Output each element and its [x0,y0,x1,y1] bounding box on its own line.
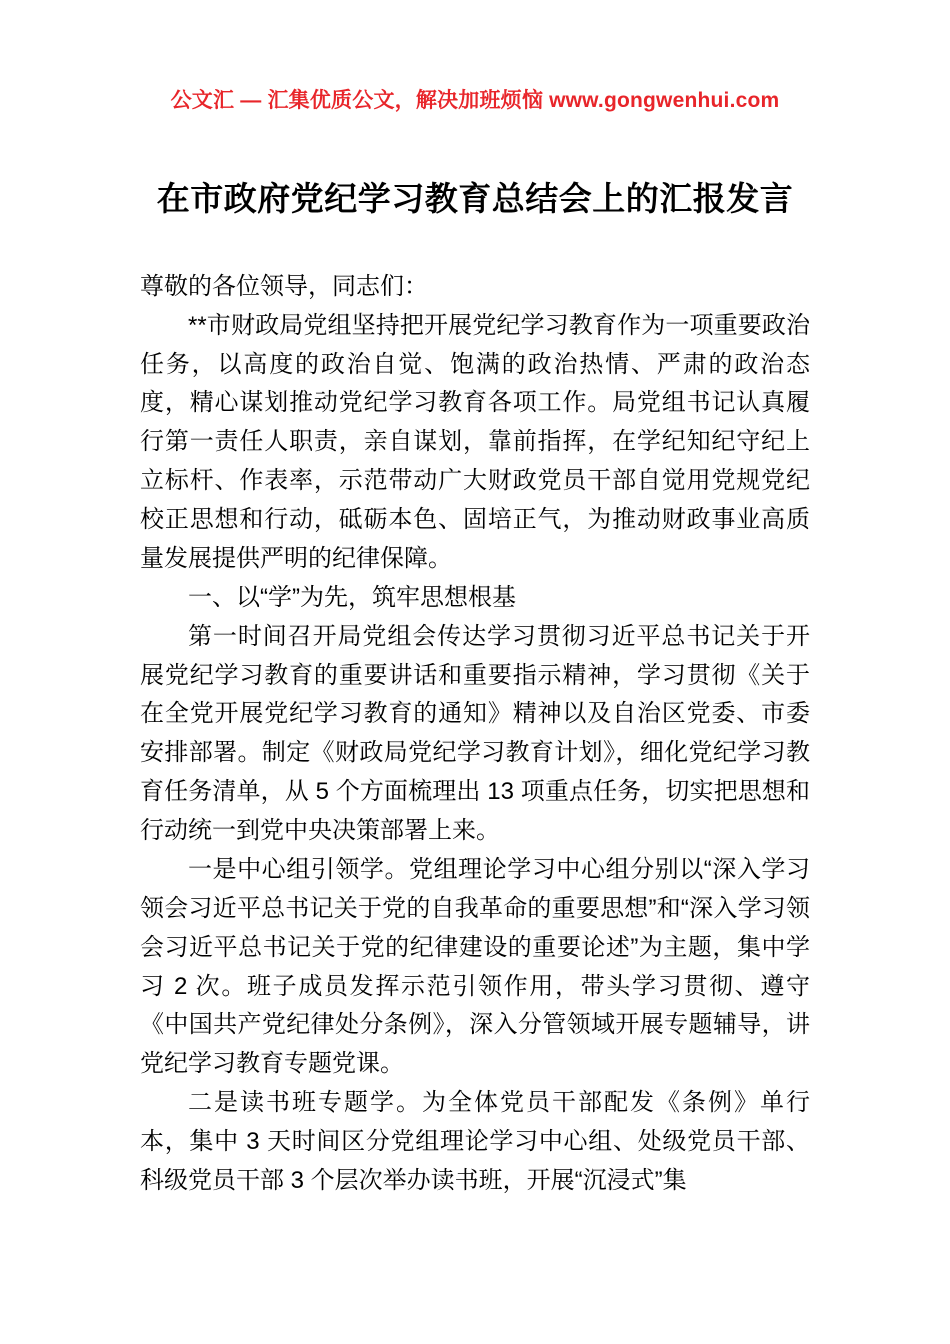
paragraph-1: **市财政局党组坚持把开展党纪学习教育作为一项重要政治任务，以高度的政治自觉、饱满的政治热情、严肃的政治态度，精心谋划推动党纪学习教育各项工作。局党组书记认真履行第一责任人职责，亲自谋划，靠前指挥，在学纪知纪守纪上立标杆、作表率，示范带动广大财政党员干部自觉用党规党纪校正思想和行动，砥砺本色、固培正气，为推动财政事业高质量发展提供严明的纪律保障。 [140,311,810,572]
paragraph-2: 第一时间召开局党组会传达学习贯彻习近平总书记关于开展党纪学习教育的重要讲话和重要指示精神，学习贯彻《关于在全党开展党纪学习教育的通知》精神以及自治区党委、市委安排部署。制定《财政局党纪学习教育计划》，细化党纪学习教育任务清单，从 5 个方面梳理出 13 项重点任务，切实把思想和行动统一到党中央决策部署上来。 [140,622,810,844]
paragraph-3: 一是中心组引领学。党组理论学习中心组分别以“深入学习领会习近平总书记关于党的自我革命的重要思想”和“深入学习领会习近平总书记关于党的纪律建设的重要论述”为主题，集中学习 2 次。班子成员发挥示范引领作用，带头学习贯彻、遵守《中国共产党纪律处分条例》，深入分管领域开展专题辅导，讲党纪学习教育专题党课。 [140,855,810,1078]
page-title: 在市政府党纪学习教育总结会上的汇报发言 [156,180,794,217]
section-heading-1: 一、以“学”为先，筑牢思想根基 [188,583,516,611]
paragraph-4: 二是读书班专题学。为全体党员干部配发《条例》单行本，集中 3 天时间区分党组理论学习中心组、处级党员干部、科级党员干部 3 个层次举办读书班，开展“沉浸式”集 [140,1089,810,1194]
salutation: 尊敬的各位领导，同志们： [140,272,428,300]
document-body [140,268,810,1201]
site-watermark: 公文汇 — 汇集优质公文，解决加班烦恼 www.gongwenhui.com [170,89,780,112]
